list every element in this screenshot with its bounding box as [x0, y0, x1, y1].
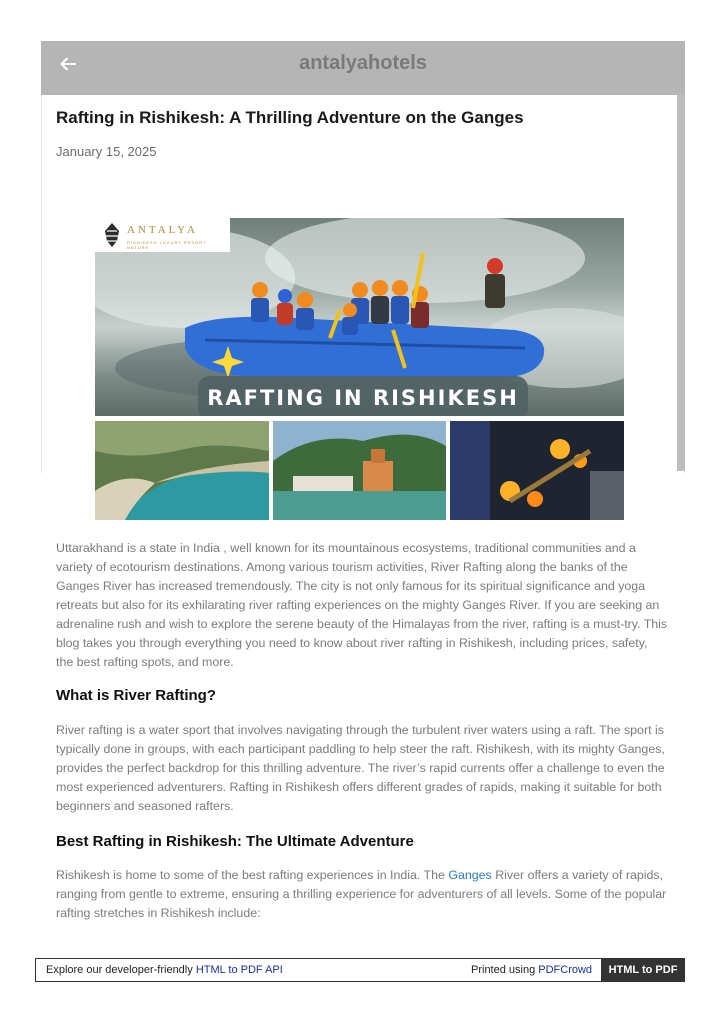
best-text-end: River offers a variety of rapids, ranging from gentle to extreme, ensuring a thrilling experience for adventurers of all levels. Some of the popular rafting stretches in Rishikesh include: — [56, 868, 667, 920]
footer-printed-text: Printed using — [471, 964, 539, 976]
post-date: January 15, 2025 — [56, 144, 157, 159]
intro-section — [56, 539, 668, 672]
what-body — [56, 721, 668, 816]
best-paragraph — [56, 866, 668, 923]
logo-tagline: RISHIKESH LUXURY RESORT NATURE — [127, 240, 207, 250]
heading-best-rafting: Best Rafting in Rishikesh: The Ultimate Adventure — [56, 833, 414, 850]
post-title: Rafting in Rishikesh: A Thrilling Adventure on the Ganges — [56, 108, 524, 127]
what-paragraph: River rafting is a water sport that involves navigating through the turbulent river waters using a raft. The sport is typically done in groups, with each participant paddling to help steer the raft. Rishikesh, with its mighty Ganges, provides the perfect backdrop for this thrilling adventure. The river’s rapid currents offer a challenge to even the most experienced adventurers. Rafting in Rishikesh offers different grades of rapids, making it suitable for both beginners and seasoned rafters. — [56, 723, 665, 813]
site-title: antalyahotels — [299, 52, 427, 74]
rafting-photo — [95, 218, 624, 416]
footer-promo-text: Explore our developer-friendly — [46, 964, 196, 976]
what-section — [56, 687, 668, 704]
temple-photo — [273, 421, 446, 520]
scrollbar[interactable] — [677, 95, 685, 471]
pinecone-icon — [99, 221, 125, 249]
html-to-pdf-api-link[interactable]: HTML to PDF API — [195, 964, 283, 976]
hero-image — [95, 218, 624, 520]
html-to-pdf-button[interactable]: HTML to PDF — [601, 958, 685, 982]
intro-paragraph: Uttarakhand is a state in India , well known for its mountainous ecosystems, traditional communities and a variety of ecotourism destinations. Among various tourism activities, River Rafting along the banks of the Ganges River has increased tremendously. The city is not only famous for its spiritual significance and yoga retreats but also for its exhilarating river rafting experiences on the mighty Ganges River. If you are seeking an adrenaline rush and wish to explore the serene beauty of the Himalayas from the river, rafting is a must-try. This blog takes you through everything you need to know about river rafting in Rishikesh, including prices, safety, the best rafting spots, and more. — [56, 541, 668, 669]
hero-banner: RAFTING IN RISHIKESH — [198, 376, 528, 416]
antalya-logo — [95, 218, 230, 252]
top-bar — [41, 41, 685, 95]
heading-what-is-river-rafting: What is River Rafting? — [56, 687, 217, 704]
best-text-start: Rishikesh is home to some of the best rafting experiences in India. The — [56, 868, 449, 882]
footer-promo — [46, 964, 283, 976]
ganges-link[interactable]: Ganges — [448, 868, 492, 882]
best-section — [56, 833, 668, 850]
best-body — [56, 866, 668, 923]
footer-printed — [471, 964, 592, 976]
logo-name: ANTALYA — [127, 224, 198, 236]
pdfcrowd-link[interactable]: PDFCrowd — [538, 964, 593, 976]
river-valley-photo — [95, 421, 269, 520]
aarti-lamps-photo — [450, 421, 624, 520]
pdfcrowd-footer — [35, 958, 685, 982]
